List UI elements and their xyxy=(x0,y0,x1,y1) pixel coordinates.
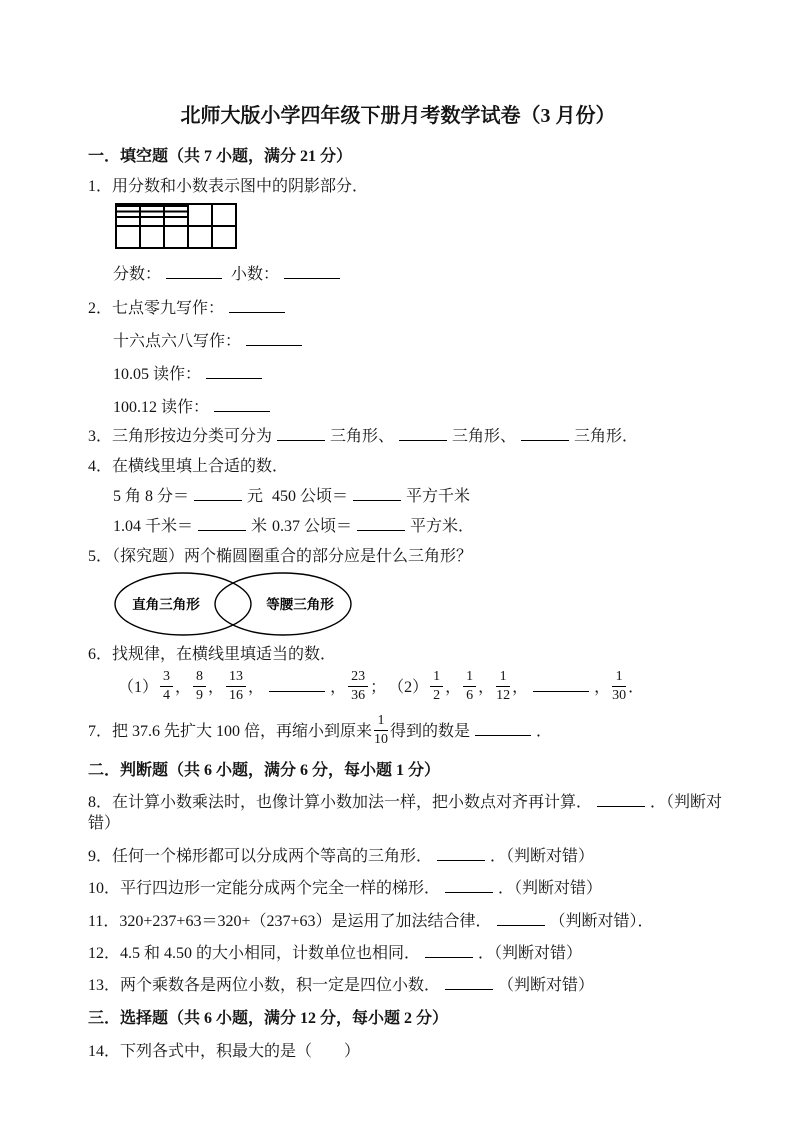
answer-blank xyxy=(497,911,545,926)
after-blank: ． xyxy=(650,794,667,811)
unit-conversion-text: 5 角 8 分＝ xyxy=(113,488,190,505)
fraction-numerator: 1 xyxy=(374,713,388,730)
answer-blank xyxy=(445,975,493,990)
page-title: 北师大版小学四年级下册月考数学试卷（3 月份） xyxy=(180,105,616,127)
unit-conversion-text: 米 xyxy=(251,518,268,535)
grid-cell xyxy=(188,226,212,248)
unit-conversion-text: 平方千米 xyxy=(406,488,471,505)
judge-label: （判断对错） xyxy=(498,977,595,994)
after-blank: ． xyxy=(478,945,495,962)
answer-blank xyxy=(399,426,447,441)
question-4-row2 xyxy=(113,516,733,537)
answer-blank xyxy=(597,792,645,807)
fraction-numerator: 1 xyxy=(463,669,476,686)
separator: ， xyxy=(248,679,265,696)
fraction-denominator: 30 xyxy=(612,687,627,703)
grid-cell xyxy=(116,226,140,248)
group1-label: （1） xyxy=(118,679,159,696)
decimal-label: 小数： xyxy=(231,266,280,283)
question-8-text: 8．在计算小数乘法时，也像计算小数加法一样，把小数点对齐再计算． xyxy=(88,794,593,811)
fraction xyxy=(463,669,476,703)
group2-label: （2） xyxy=(396,679,429,696)
unit-conversion-text: 0.37 公顷＝ xyxy=(272,518,353,535)
fraction-numerator: 1 xyxy=(430,669,443,686)
question-2-text: 100.12 读作： xyxy=(113,399,210,416)
fraction-denominator: 12 xyxy=(496,687,511,703)
question-11 xyxy=(88,911,733,932)
answer-blank xyxy=(284,264,340,279)
question-8 xyxy=(88,792,733,834)
grid-cell xyxy=(188,204,212,226)
fraction-denominator: 4 xyxy=(163,687,171,703)
question-3 xyxy=(88,426,733,447)
fraction-numerator: 23 xyxy=(348,669,368,686)
answer-blank xyxy=(194,486,242,501)
question-2-text: 10.05 读作： xyxy=(113,366,202,383)
question-6 xyxy=(88,644,733,665)
fraction-denominator: 36 xyxy=(351,687,366,703)
question-6-text: 6．找规律，在横线里填适当的数． xyxy=(88,646,337,663)
grid-cell-shaded xyxy=(116,204,140,226)
unit-conversion-text: 平方米． xyxy=(410,518,475,535)
fraction-denominator: 9 xyxy=(196,687,204,703)
judge-label: （判断对错） xyxy=(494,945,583,962)
question-3-text: 3．三角形按边分类可分为 xyxy=(88,428,273,445)
question-2 xyxy=(88,298,733,319)
judge-label: （判断对错） xyxy=(506,848,595,865)
answer-blank xyxy=(475,721,531,736)
question-7 xyxy=(88,712,733,752)
question-2-line2 xyxy=(113,331,733,352)
question-5-text: 5．（探究题）两个椭圆圈重合的部分应是什么三角形？ xyxy=(88,548,473,565)
separator: ， xyxy=(208,679,225,696)
fraction-denominator: 6 xyxy=(466,687,474,703)
fraction-denominator: 2 xyxy=(433,687,441,703)
fraction-numerator: 8 xyxy=(193,669,206,686)
question-14-text: 14．下列各式中，积最大的是（ ） xyxy=(88,1043,361,1060)
unit-conversion-text: 450 公顷＝ xyxy=(272,488,349,505)
venn-diagram xyxy=(113,571,353,637)
unit-conversion-text: 元 xyxy=(247,488,264,505)
after-blank: ． xyxy=(498,880,515,897)
separator: ， xyxy=(594,679,611,696)
question-7-text: 7．把 37.6 先扩大 100 倍，再缩小到原来 xyxy=(88,723,373,740)
question-14 xyxy=(88,1041,733,1062)
question-2-text: 十六点六八写作： xyxy=(113,333,242,350)
fraction-numerator: 3 xyxy=(160,669,173,686)
question-1-answer-line xyxy=(113,264,733,285)
answer-blank xyxy=(357,516,405,531)
question-4-row1 xyxy=(113,486,733,507)
question-10-text: 10．平行四边形一定能分成两个完全一样的梯形． xyxy=(88,880,441,897)
grid-cell-shaded xyxy=(140,204,164,226)
separator: ， xyxy=(512,679,529,696)
question-5 xyxy=(88,546,733,567)
judge-label: （判断对错） xyxy=(514,880,603,897)
answer-blank xyxy=(445,878,493,893)
question-4-item2 xyxy=(272,488,470,505)
fraction xyxy=(160,669,173,703)
unit-conversion-text: 1.04 千米＝ xyxy=(113,518,194,535)
fraction-numerator: 13 xyxy=(226,669,246,686)
question-1 xyxy=(88,176,733,197)
answer-blank xyxy=(206,364,262,379)
grid-row xyxy=(116,204,236,226)
fraction-denominator: 10 xyxy=(374,731,389,747)
question-4-item4 xyxy=(272,518,474,535)
question-9 xyxy=(88,846,733,867)
answer-blank xyxy=(437,846,485,861)
question-3-text: 三角形． xyxy=(574,428,639,445)
venn-left-label: 直角三角形 xyxy=(132,597,200,612)
fraction xyxy=(612,669,626,703)
separator: ， xyxy=(445,679,462,696)
fraction xyxy=(193,669,206,703)
answer-blank xyxy=(229,298,285,313)
answer-blank xyxy=(425,943,473,958)
question-2-line4 xyxy=(113,397,733,418)
grid-cell xyxy=(212,226,236,248)
fraction-denominator: 16 xyxy=(229,687,244,703)
question-13 xyxy=(88,975,733,996)
section1-heading: 一．填空题（共 7 小题，满分 21 分） xyxy=(88,148,353,165)
fraction-label: 分数： xyxy=(113,266,162,283)
question-12 xyxy=(88,943,733,964)
grid-cell xyxy=(212,204,236,226)
answer-blank xyxy=(214,397,270,412)
fraction-numerator: 1 xyxy=(496,669,510,686)
question-12-text: 12．4.5 和 4.50 的大小相同，计数单位也相同． xyxy=(88,945,421,962)
answer-blank xyxy=(198,516,246,531)
question-3-text: 三角形、 xyxy=(452,428,517,445)
grid-cell xyxy=(164,226,188,248)
separator: ， xyxy=(175,679,192,696)
answer-blank xyxy=(353,486,401,501)
separator: ． xyxy=(628,679,645,696)
after-blank: ． xyxy=(490,848,507,865)
answer-blank xyxy=(166,264,222,279)
answer-blank xyxy=(277,426,325,441)
fraction xyxy=(430,669,443,703)
grid-cell-shaded xyxy=(164,204,188,226)
fraction xyxy=(348,669,368,703)
fraction-numerator: 1 xyxy=(612,669,626,686)
question-9-text: 9．任何一个梯形都可以分成两个等高的三角形． xyxy=(88,848,433,865)
answer-blank xyxy=(246,331,302,346)
question-4 xyxy=(88,456,733,477)
section3-heading: 三．选择题（共 6 小题，满分 12 分，每小题 2 分） xyxy=(88,1010,449,1027)
question-3-text: 三角形、 xyxy=(330,428,395,445)
question-6-sequences xyxy=(118,668,733,708)
question-1-text: 1．用分数和小数表示图中的阴影部分． xyxy=(88,178,369,195)
section2-heading: 二．判断题（共 6 小题，满分 6 分，每小题 1 分） xyxy=(88,762,441,779)
judge-label: （判断对错） xyxy=(88,794,723,832)
grid-row xyxy=(116,226,236,248)
judge-label: （判断对错）． xyxy=(549,913,654,930)
question-11-text: 11．320+237+63＝320+（237+63）是运用了加法结合律． xyxy=(88,913,492,930)
question-13-text: 13．两个乘数各是两位小数，积一定是四位小数． xyxy=(88,977,441,994)
answer-blank xyxy=(269,677,325,692)
answer-blank xyxy=(533,677,589,692)
grid-cell xyxy=(140,226,164,248)
separator: ， xyxy=(478,679,495,696)
venn-right-label: 等腰三角形 xyxy=(266,597,334,612)
fraction-grid xyxy=(115,203,237,249)
question-2-text: 2．七点零九写作： xyxy=(88,300,225,317)
answer-blank xyxy=(521,426,569,441)
question-7-text: 得到的数是 xyxy=(390,723,471,740)
separator: ； xyxy=(370,679,387,696)
question-4-text: 4．在横线里填上合适的数． xyxy=(88,458,289,475)
question-10 xyxy=(88,878,733,899)
question-2-line3 xyxy=(113,364,733,385)
fraction xyxy=(496,669,510,703)
fraction xyxy=(374,713,388,747)
fraction xyxy=(226,669,246,703)
question-4-item1 xyxy=(113,486,268,507)
question-4-item3 xyxy=(113,516,268,537)
separator: ． xyxy=(536,723,553,740)
separator: ， xyxy=(330,679,347,696)
